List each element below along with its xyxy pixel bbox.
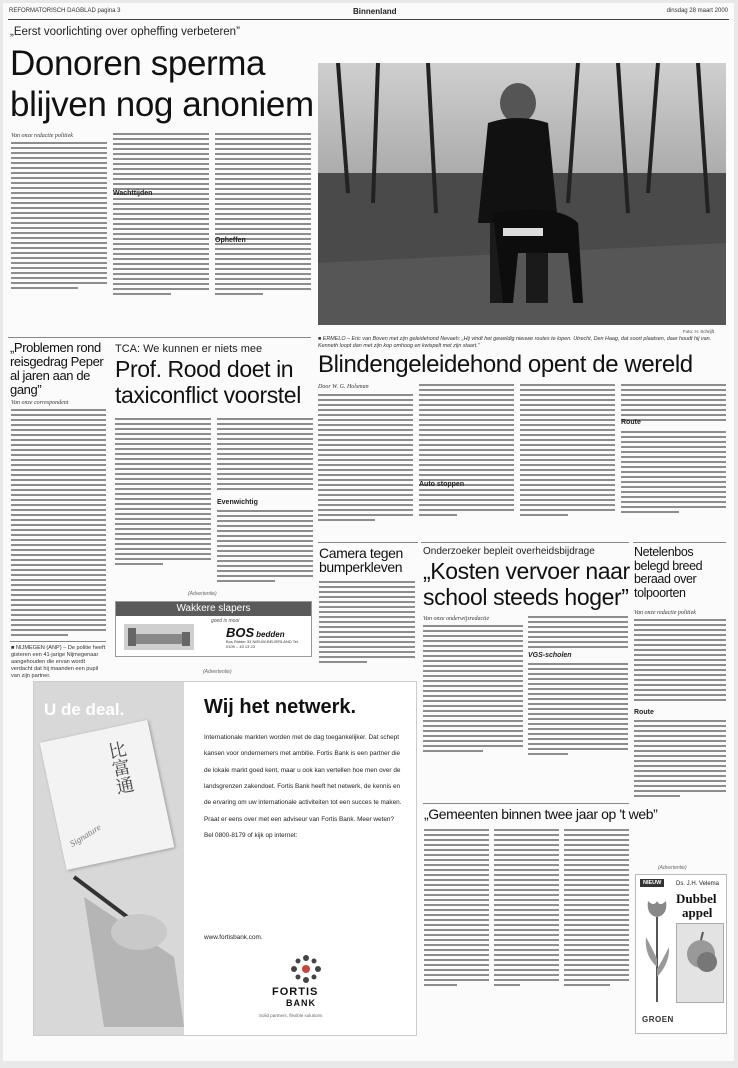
- rood-col2b: [217, 510, 313, 582]
- gemeenten-title: „Gemeenten binnen twee jaar op 't web”: [424, 806, 658, 822]
- gemeenten-col3: [564, 829, 629, 986]
- photo-credit: Foto: H. Schrijft: [683, 329, 715, 334]
- section-name: Binnenland: [353, 7, 397, 16]
- ad-slapers-label: (Advertentie): [188, 591, 217, 597]
- photo-illustration: [318, 63, 726, 325]
- ad-fortis-title: Wij het netwerk.: [204, 696, 357, 718]
- ad-fortis[interactable]: [33, 681, 417, 1036]
- school-col1: [423, 625, 523, 752]
- ad-bulb[interactable]: [635, 874, 727, 1034]
- apple-icon: [677, 924, 725, 1004]
- netelenbos-col-b: [634, 720, 726, 797]
- school-title-line1: „Kosten vervoer naar: [423, 558, 630, 584]
- lead-byline: Van onze redactie politiek: [11, 133, 73, 139]
- ad-fortis-photo: [34, 682, 184, 1035]
- netelenbos-col: [634, 619, 726, 701]
- fortis-slogan: Solid partners, flexible solutions: [259, 1013, 323, 1018]
- ad-slapers-title: Wakkere slapers: [116, 602, 311, 616]
- school-kicker: Onderzoeker bepleit overheidsbijdrage: [423, 546, 595, 557]
- ad-fortis-left-heading: U de deal.: [44, 700, 125, 719]
- guide-dog-col3: [520, 384, 615, 516]
- paper-name: REFORMATORISCH DAGBLAD pagina 3: [9, 8, 121, 14]
- rood-title-line2: taxiconflict voorstel: [115, 382, 301, 408]
- nijmegen-brief: ■ NIJMEGEN (ANP) – De politie heeft gisteren een 41-jarige Nijmegenaar aangehouden die ervan wordt verdacht dat hij maanden een pupil van zijn partner.: [11, 645, 106, 679]
- ad-fortis-label: (Advertentie): [203, 669, 232, 675]
- lead-subhead-2: Opheffen: [215, 237, 246, 244]
- guide-dog-subhead-1: Auto stoppen: [419, 481, 465, 488]
- school-subhead: VGS-scholen: [528, 652, 572, 659]
- lead-title-line2: blijven nog anoniem: [10, 85, 314, 124]
- gemeenten-col1: [424, 829, 489, 986]
- ad-bulb-badge: NIEUW: [640, 879, 664, 887]
- lead-subhead-1: Wachttijden: [113, 190, 153, 197]
- book-cover: [676, 923, 724, 1003]
- peper-byline: Van onze correspondent: [11, 400, 69, 406]
- fortis-logo-text-2: BANK: [286, 998, 316, 1008]
- ad-bulb-title1: Dubbel: [676, 891, 717, 906]
- bed-icon: [124, 624, 194, 650]
- ad-slapers[interactable]: [115, 601, 312, 657]
- bos-logo: BOS bedden: [226, 625, 285, 640]
- fortis-logo-text: FORTIS: [272, 986, 319, 998]
- ad-slapers-sub: goed is mooi: [211, 618, 240, 624]
- ad-fortis-body: Internationale markten worden met de dag toegankelijker. Dat schept kansen voor ondernemers met ambitie. Fortis Bank is een partner die de lokale markt goed kent, maar u ook kan vertellen hoe men over de landsgrenzen zakendoet. Fortis Bank heeft het netwerk, de kennis en de ervaring om uw internationale activiteiten tot een succes te maken. Praat er eens over met een adviseur van Fortis Bank. Meer weten? Bel 0800-8179 of kijk op internet:: [204, 734, 402, 839]
- lead-text-col3: [215, 133, 311, 295]
- ad-bulb-label: (Advertentie): [658, 865, 687, 871]
- issue-date: dinsdag 28 maart 2000: [666, 8, 728, 14]
- fortis-logo-icon: [289, 954, 323, 984]
- signature-text: Signature: [67, 821, 103, 849]
- camera-title: Camera tegen bumperkleven: [319, 545, 403, 576]
- guide-dog-byline: Door W. G. Holsman: [318, 384, 369, 390]
- netelenbos-byline: Van onze redactie politiek: [634, 610, 696, 616]
- ad-fortis-url[interactable]: www.fortisbank.com.: [204, 934, 263, 941]
- school-title-line2: school steeds hoger”: [423, 584, 629, 610]
- ad-bulb-author: Ds. J.H. Velema: [676, 881, 720, 887]
- guide-dog-title: Blindengeleidehond opent de wereld: [318, 351, 693, 378]
- guide-dog-col1: [318, 394, 413, 521]
- guide-dog-photo: [318, 63, 726, 325]
- ad-bulb-brand: GROEN: [642, 1015, 674, 1024]
- rood-title-line1: Prof. Rood doet in: [115, 356, 294, 382]
- rood-col1: [115, 418, 211, 565]
- newspaper-page: [3, 3, 734, 1061]
- school-col2b: [528, 663, 628, 755]
- lead-text-col2: [113, 133, 209, 295]
- photo-caption: ■ ERMELO – Eric van Boven met zijn geleidehond Nevaeh: „Hij vindt het geweldig nieuwe routes te lopen. Utrecht, Den Haag, dat soort plaatsen, daar houdt hij van. Kenneth loopt dan met zijn kop omhoog en kwispelt met zijn staart.”: [318, 336, 712, 349]
- school-col2: [528, 616, 628, 648]
- guide-dog-col4: [621, 384, 726, 421]
- contract-paper: 比富通 Signature: [40, 720, 175, 870]
- camera-text: [319, 581, 415, 663]
- netelenbos-subhead: Route: [634, 709, 654, 716]
- netelenbos-title: Netelenbos belegd breed beraad over tolpoorten: [634, 545, 703, 600]
- tulip-icon: [640, 897, 674, 1007]
- peper-title: „Problemen rond reisgedrag Peper al jaren aan de gang”: [10, 340, 104, 398]
- rood-subhead: Evenwichtig: [217, 499, 258, 506]
- ad-slapers-address: Bos Ridder 33 NIEUW-BEIJERLAND Tel. 0109 – 40 13 23: [226, 639, 299, 649]
- rood-col2: [217, 418, 313, 490]
- ad-bulb-title2: appel: [682, 905, 713, 920]
- lead-title-line1: Donoren sperma: [10, 44, 266, 83]
- rood-kicker: TCA: We kunnen er niets mee: [115, 343, 263, 355]
- school-byline: Van onze onderwijsredactie: [423, 616, 490, 622]
- gemeenten-col2: [494, 829, 559, 986]
- bed-image: [124, 624, 194, 650]
- lead-text-col1: [11, 142, 107, 289]
- guide-dog-subhead-2: Route: [621, 419, 641, 426]
- lead-kicker: „Eerst voorlichting over opheffing verbeteren”: [10, 26, 240, 38]
- guide-dog-col2: [419, 384, 514, 516]
- peper-text: [11, 409, 106, 636]
- hand-with-pen: [64, 867, 184, 1027]
- guide-dog-col4b: [621, 431, 726, 513]
